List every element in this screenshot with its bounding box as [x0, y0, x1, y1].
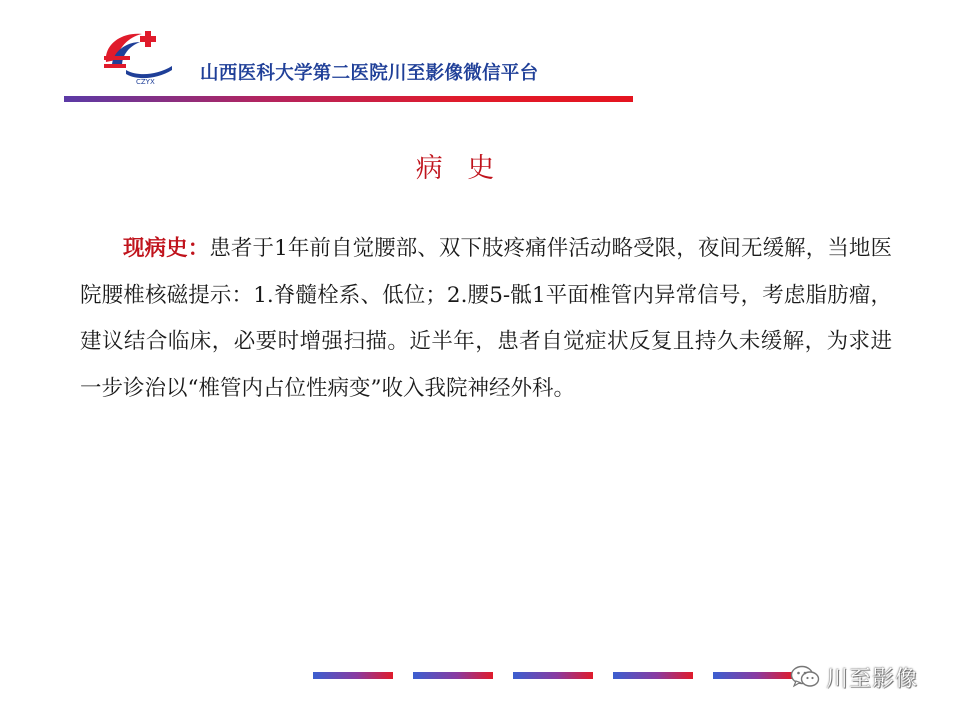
header-divider: [64, 96, 633, 102]
wechat-icon: [790, 664, 820, 690]
footer-decoration: [313, 672, 803, 680]
watermark: [790, 660, 918, 694]
footer-bar: [713, 672, 793, 679]
watermark-text: 川至影像: [826, 666, 919, 692]
header-title: 山西医科大学第二医院川至影像微信平台: [200, 63, 539, 84]
footer-bar: [613, 672, 693, 679]
section-title: 病 史: [415, 153, 503, 184]
logo-text: CZYX: [136, 78, 155, 86]
history-label: 现病史：: [123, 236, 210, 261]
hospital-cross-logo-icon: [104, 31, 172, 78]
medical-history-paragraph: [80, 226, 892, 412]
footer-bar: [513, 672, 593, 679]
hospital-logo: [96, 22, 180, 90]
footer-bar: [313, 672, 393, 679]
footer-bar: [413, 672, 493, 679]
history-text: 患者于1年前自觉腰部、双下肢疼痛伴活动略受限，夜间无缓解，当地医院腰椎核磁提示：1.脊髓栓系、低位；2.腰5-骶1平面椎管内异常信号，考虑脂肪瘤，建议结合临床，必要时增强扫描。近半年，患者自觉症状反复且持久未缓解，为求进一步诊治以“椎管内占位性病变”收入我院神经外科。: [80, 236, 892, 401]
